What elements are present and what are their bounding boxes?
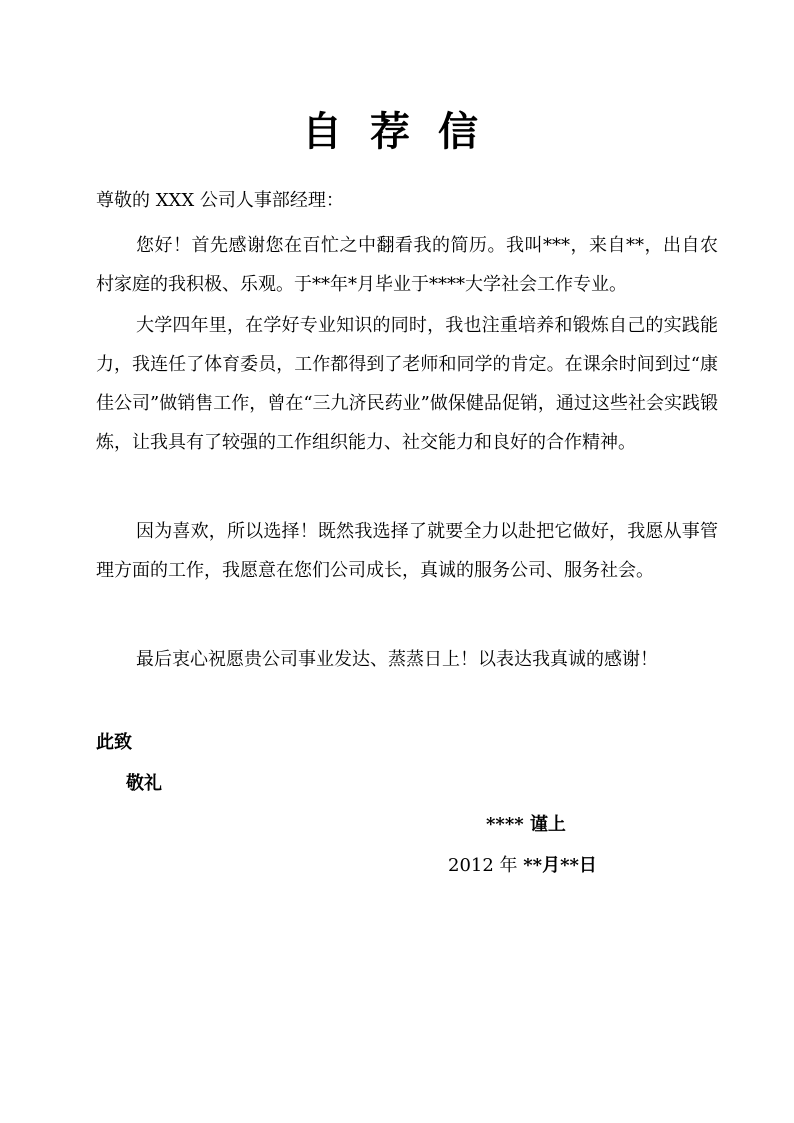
letter-title: 自荐信 xyxy=(302,108,506,155)
body-paragraph-4: 最后衷心祝愿贵公司事业发达、蒸蒸日上！以表达我真诚的感谢！ xyxy=(136,649,658,670)
body-paragraph-3: 因为喜欢，所以选择！既然我选择了就要全力以赴把它做好，我愿从事管理方面的工作，我愿意在您们公司成长，真诚的服务公司、服务社会。 xyxy=(96,521,718,581)
signature: **** 谨上 xyxy=(486,814,566,835)
date-year: 2012 年 xyxy=(448,855,518,876)
body-paragraph-2: 大学四年里，在学好专业知识的同时，我也注重培养和锻炼自己的实践能力，我连任了体育委员，工作都得到了老师和同学的肯定。在课余时间到过“康佳公司”做销售工作，曾在“三九济民药业”做保健品促销，通过这些社会实践锻炼，让我具有了较强的工作组织能力、社交能力和良好的合作精神。 xyxy=(96,315,718,453)
closing-cizhi: 此致 xyxy=(96,732,132,753)
letter-date xyxy=(448,853,597,879)
closing-jingli: 敬礼 xyxy=(126,773,162,794)
salutation: 尊敬的 XXX 公司人事部经理： xyxy=(96,190,344,211)
body-paragraph-1: 您好！首先感谢您在百忙之中翻看我的简历。我叫***，来自**，出自农村家庭的我积极、乐观。于**年*月毕业于****大学社会工作专业。 xyxy=(96,235,718,295)
date-month-day: **月**日 xyxy=(523,855,597,876)
